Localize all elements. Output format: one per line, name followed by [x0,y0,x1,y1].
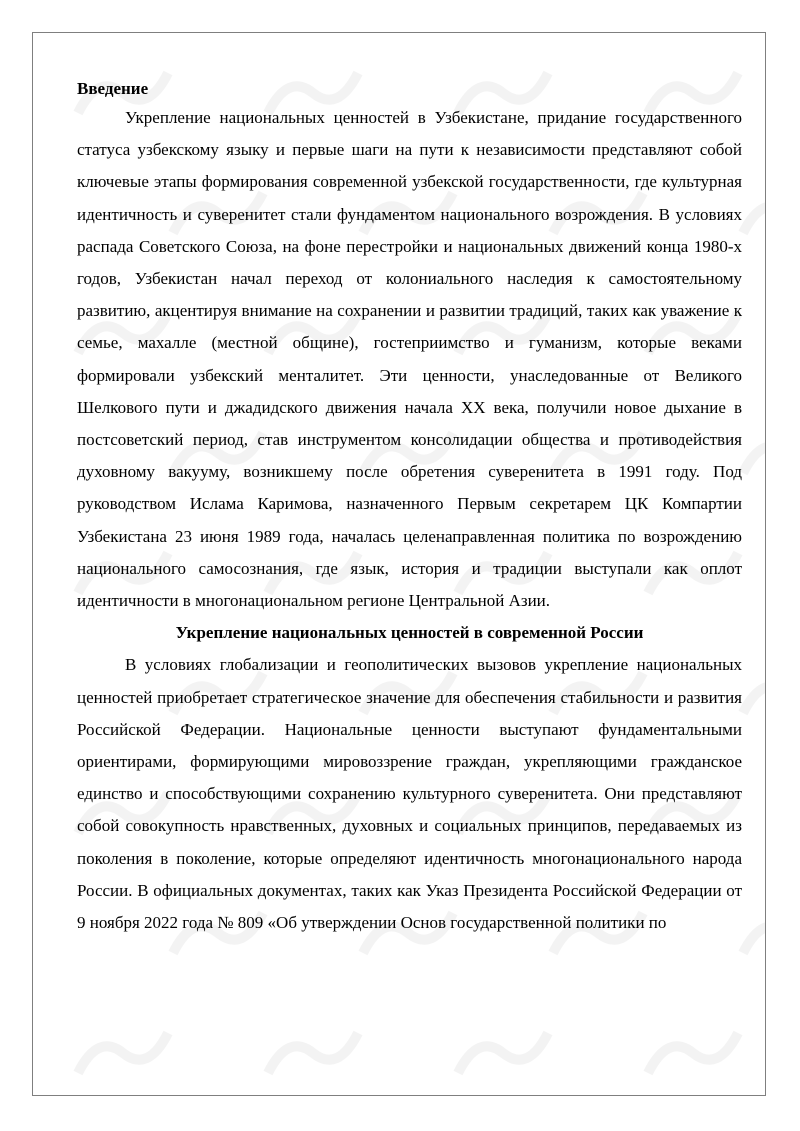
watermark-stroke [743,433,766,473]
section-subheading-russia: Укрепление национальных ценностей в современной России [175,623,644,643]
paragraph-introduction: Укрепление национальных ценностей в Узбекистане, придание государственного статуса узбекскому языку и первые шаги на пути к независимости представляют собой ключевые этапы формирования современной узбекской государственности, где культурная идентичность и суверенитет стали фундаментом национального возрождения. В условиях распада Советского Союза, на фоне перестройки и национальных движений конца 1980-х годов, Узбекистан начал переход от колониального наследия к самостоятельному развитию, акцентируя внимание на сохранении и развитии традиций, таких как уважение к семье, махалле (местной общине), гостеприимство и гуманизм, которые веками формировали узбекский менталитет. Эти ценности, унаследованные от Великого Шелкового пути и джадидского движения начала XX века, получили новое дыхание в постсоветский период, став инструментом консолидации общества и противодействия духовному вакууму, возникшему после обретения суверенитета в 1991 году. Под руководством Ислама Каримова, назначенного Первым секретарем ЦК Компартии Узбекистана 23 июня 1989 года, началась целенаправленная политика по возрождению национального самосознания, где язык, история и традиции выступали как оплот идентичности в многонациональном регионе Центральной Азии. [77,108,742,611]
watermark-stroke [458,1033,548,1073]
watermark-stroke [268,1033,358,1073]
watermark-stroke [648,1033,738,1073]
watermark-stroke [78,1033,168,1073]
watermark-stroke [743,193,766,233]
document-body [77,78,742,939]
watermark-stroke [743,913,766,953]
watermark-stroke [743,673,766,713]
paragraph-russia: В условиях глобализации и геополитических вызовов укрепление национальных ценностей приобретает стратегическое значение для обеспечения стабильности и развития Российской Федерации. Национальные ценности выступают фундаментальными ориентирами, формирующими мировоззрение граждан, укрепляющими гражданское единство и способствующими сохранению культурного суверенитета. Они представляют собой совокупность нравственных, духовных и социальных принципов, передаваемых из поколения в поколение, которые определяют идентичность многонационального народа России. В официальных документах, таких как Указ Президента Российской Федерации от 9 ноября 2022 года № 809 «Об утверждении Основ государственной политики по [77,655,742,933]
section-heading-introduction: Введение [77,79,149,98]
document-page [32,32,766,1096]
